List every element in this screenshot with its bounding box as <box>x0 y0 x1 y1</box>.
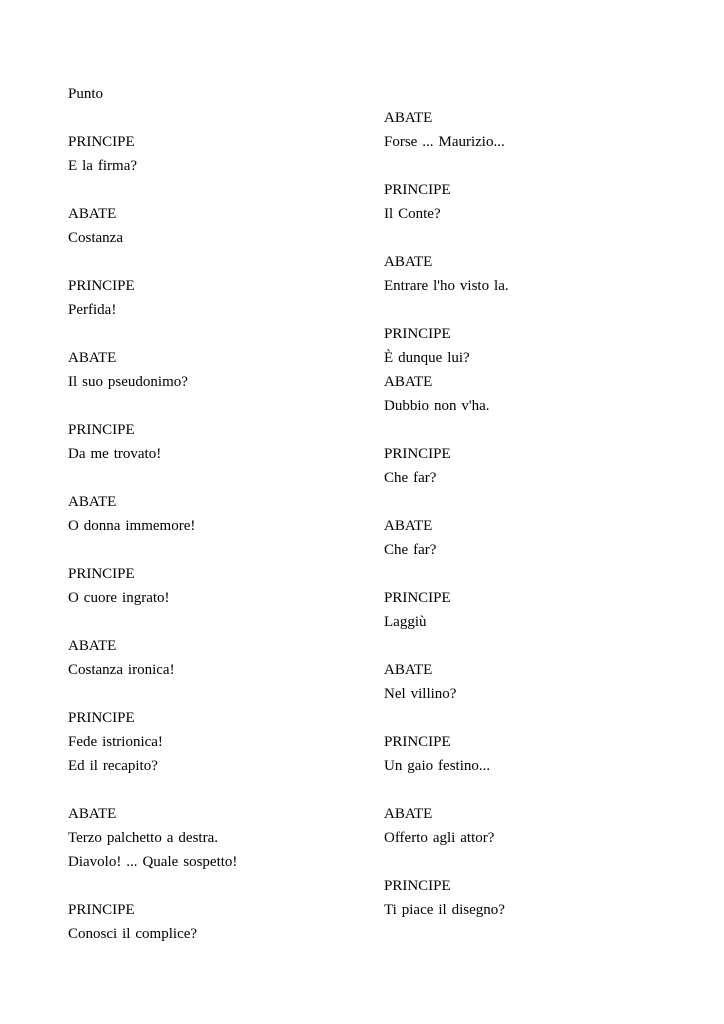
blank-line <box>384 154 694 178</box>
dialogue-line: Diavolo! ... Quale sospetto! <box>68 854 238 870</box>
blank-line <box>68 178 378 202</box>
speaker-name: PRINCIPE <box>384 182 451 198</box>
blank-line <box>384 850 694 874</box>
dialogue-line: È dunque lui? <box>384 350 470 366</box>
blank-line <box>384 562 694 586</box>
blank-line <box>68 874 378 898</box>
speaker-name: PRINCIPE <box>384 734 451 750</box>
blank-line <box>68 466 378 490</box>
blank-line <box>384 226 694 250</box>
dialogue-line: Perfida! <box>68 302 117 318</box>
blank-line <box>68 250 378 274</box>
blank-line <box>68 778 378 802</box>
dialogue-line: Nel villino? <box>384 686 457 702</box>
dialogue-line: Terzo palchetto a destra. <box>68 830 218 846</box>
dialogue-line: Da me trovato! <box>68 446 162 462</box>
dialogue-line: O donna immemore! <box>68 518 196 534</box>
blank-line <box>384 82 694 106</box>
speaker-name: PRINCIPE <box>68 134 135 150</box>
blank-line <box>384 706 694 730</box>
dialogue-line: Ed il recapito? <box>68 758 158 774</box>
blank-line <box>68 394 378 418</box>
speaker-name: ABATE <box>384 518 433 534</box>
speaker-name: PRINCIPE <box>68 422 135 438</box>
script-column-left <box>68 82 378 946</box>
blank-line <box>384 418 694 442</box>
dialogue-line: Un gaio festino... <box>384 758 491 774</box>
blank-line <box>384 634 694 658</box>
speaker-name: ABATE <box>68 494 117 510</box>
dialogue-line: Conosci il complice? <box>68 926 198 942</box>
speaker-name: ABATE <box>384 806 433 822</box>
speaker-name: ABATE <box>384 110 433 126</box>
speaker-name: ABATE <box>68 806 117 822</box>
speaker-name: ABATE <box>68 350 117 366</box>
dialogue-line: Forse ... Maurizio... <box>384 134 505 150</box>
dialogue-line: Laggiù <box>384 614 427 630</box>
blank-line <box>68 682 378 706</box>
dialogue-line: E la firma? <box>68 158 138 174</box>
speaker-name: PRINCIPE <box>384 878 451 894</box>
speaker-name: ABATE <box>68 206 117 222</box>
speaker-name: PRINCIPE <box>384 590 451 606</box>
blank-line <box>68 106 378 130</box>
blank-line <box>68 538 378 562</box>
dialogue-line: Costanza <box>68 230 123 246</box>
blank-line <box>384 490 694 514</box>
speaker-name: PRINCIPE <box>68 278 135 294</box>
dialogue-line: Costanza ironica! <box>68 662 175 678</box>
dialogue-line: Entrare l'ho visto la. <box>384 278 509 294</box>
blank-line <box>384 298 694 322</box>
blank-line <box>384 778 694 802</box>
dialogue-line: Ti piace il disegno? <box>384 902 505 918</box>
speaker-name: ABATE <box>384 374 433 390</box>
speaker-name: PRINCIPE <box>68 710 135 726</box>
speaker-name: PRINCIPE <box>68 902 135 918</box>
dialogue-line: Il suo pseudonimo? <box>68 374 188 390</box>
dialogue-line: O cuore ingrato! <box>68 590 170 606</box>
dialogue-line: Punto <box>68 86 104 102</box>
blank-line <box>68 322 378 346</box>
dialogue-line: Fede istrionica! <box>68 734 163 750</box>
dialogue-line: Che far? <box>384 542 437 558</box>
speaker-name: ABATE <box>384 254 433 270</box>
speaker-name: ABATE <box>68 638 117 654</box>
dialogue-line: Offerto agli attor? <box>384 830 495 846</box>
speaker-name: PRINCIPE <box>384 446 451 462</box>
dialogue-line: Il Conte? <box>384 206 441 222</box>
script-column-right <box>384 82 694 922</box>
speaker-name: PRINCIPE <box>384 326 451 342</box>
dialogue-line: Dubbio non v'ha. <box>384 398 490 414</box>
speaker-name: PRINCIPE <box>68 566 135 582</box>
blank-line <box>68 610 378 634</box>
dialogue-line: Che far? <box>384 470 437 486</box>
speaker-name: ABATE <box>384 662 433 678</box>
